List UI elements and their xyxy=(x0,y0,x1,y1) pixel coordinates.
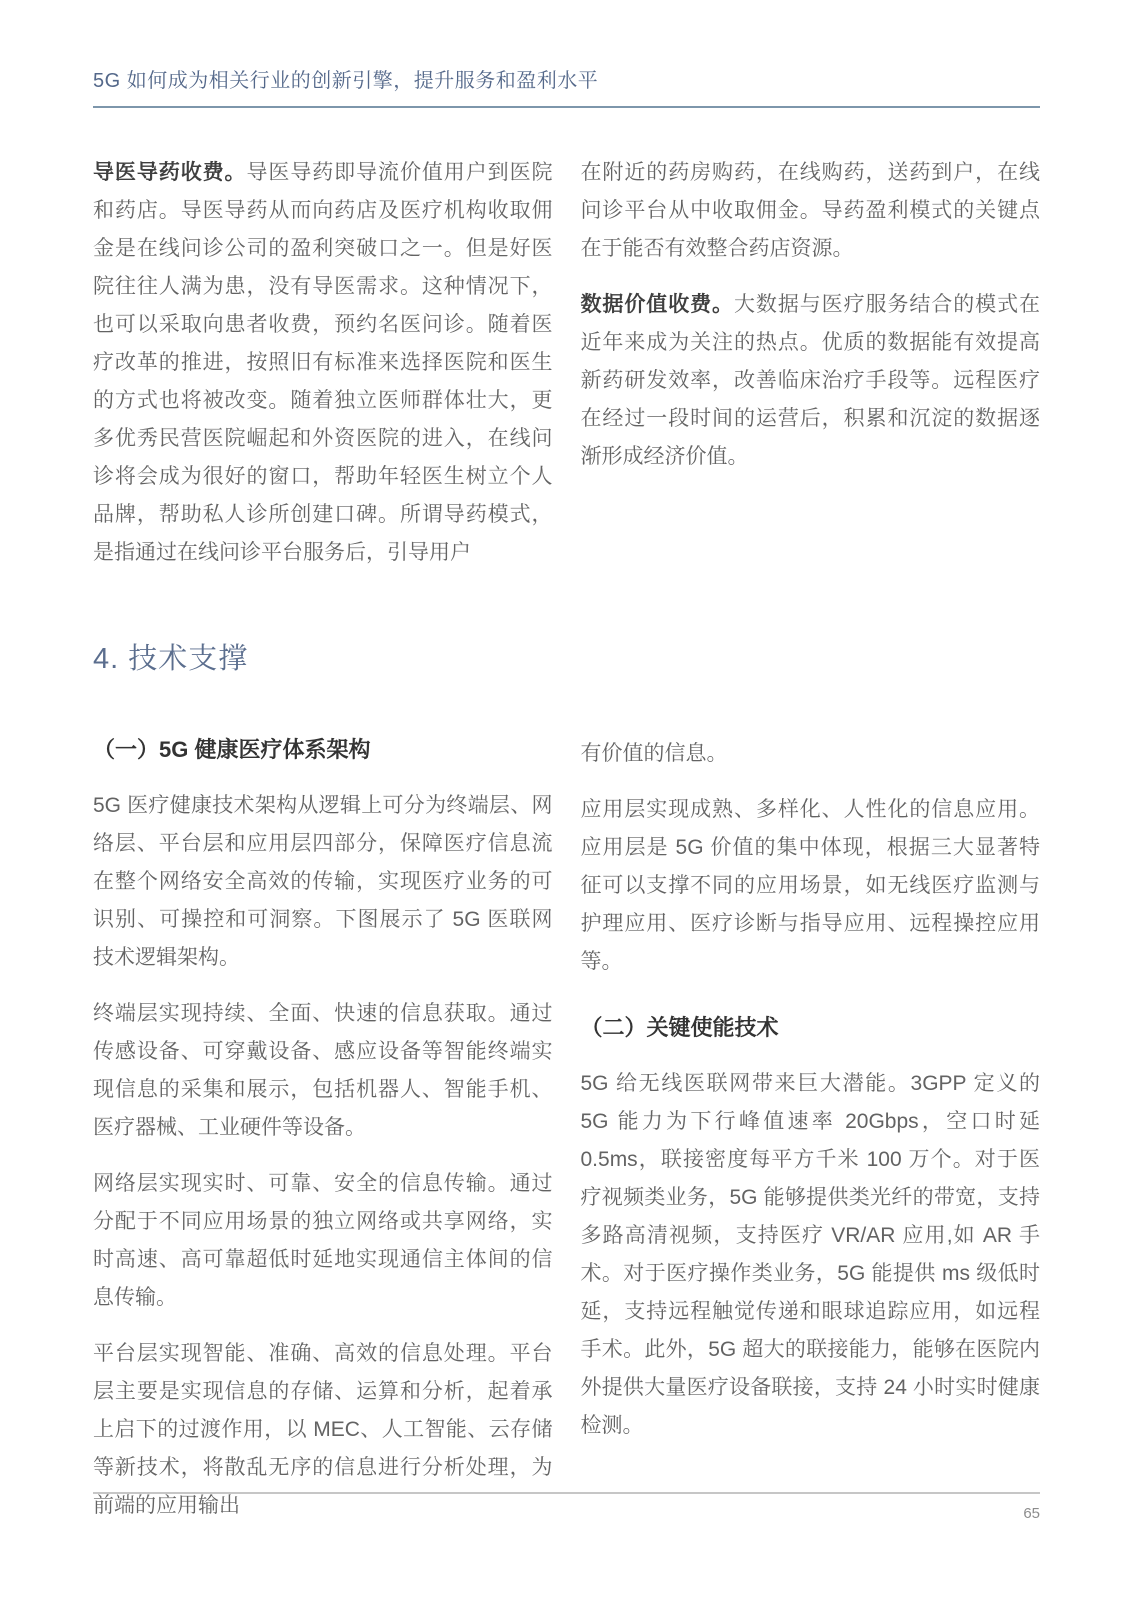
paragraph: 平台层实现智能、准确、高效的信息处理。平台层主要是实现信息的存储、运算和分析，起着承上启下的过渡作用，以 MEC、人工智能、云存储等新技术，将散乱无序的信息进行分析处理，为前端的应用输出 xyxy=(93,1342,553,1517)
header-rule xyxy=(93,106,1040,108)
intro-right-column xyxy=(581,154,1041,572)
paragraph-lead: 数据价值收费。 xyxy=(580,293,734,316)
paragraph: 5G 给无线医联网带来巨大潜能。3GPP 定义的 5G 能力为下行峰值速率 20Gbps，空口时延 0.5ms，联接密度每平方千米 100 万个。对于医疗视频类业务，5G 能够提供类光纤的带宽，支持多路高清视频，支持医疗 VR/AR 应用,如 AR 手术。对于医疗操作类业务，5G 能提供 ms 级低时延，支持远程触觉传递和眼球追踪应用，如远程手术。此外，5G 超大的联接能力，能够在医院内外提供大量医疗设备联接，支持 24 小时实时健康检测。 xyxy=(580,1072,1040,1437)
subsection-heading-enabling-tech: （二）关键使能技术 xyxy=(580,1015,779,1040)
intro-section xyxy=(93,154,1040,572)
paragraph: 5G 医疗健康技术架构从逻辑上可分为终端层、网络层、平台层和应用层四部分，保障医疗信息流在整个网络安全高效的传输，实现医疗业务的可识别、可操控和可洞察。下图展示了 5G 医联网技术逻辑架构。 xyxy=(93,794,553,969)
section4-left-column xyxy=(93,735,553,1525)
footer-rule xyxy=(93,1492,1040,1494)
paragraph xyxy=(93,154,553,572)
intro-left-column xyxy=(93,154,553,572)
section4-columns xyxy=(93,735,1040,1525)
running-header xyxy=(93,68,1040,108)
paragraph: 有价值的信息。 xyxy=(580,742,728,765)
paragraph-body: 导医导药即导流价值用户到医院和药店。导医导药从而向药店及医疗机构收取佣金是在线问诊公司的盈利突破口之一。但是好医院往往人满为患，没有导医需求。这种情况下，也可以采取向患者收费，预约名医问诊。随着医疗改革的推进，按照旧有标准来选择医院和医生的方式也将被改变。随着独立医师群体壮大，更多优秀民营医院崛起和外资医院的进入，在线问诊将会成为很好的窗口，帮助年轻医生树立个人品牌，帮助私人诊所创建口碑。所谓导药模式，是指通过在线问诊平台服务后，引导用户 xyxy=(93,161,553,564)
running-header-title: 5G 如何成为相关行业的创新引擎，提升服务和盈利水平 xyxy=(93,70,599,92)
paragraph: 网络层实现实时、可靠、安全的信息传输。通过分配于不同应用场景的独立网络或共享网络，实时高速、高可靠超低时延地实现通信主体间的信息传输。 xyxy=(93,1172,553,1309)
paragraph: 应用层实现成熟、多样化、人性化的信息应用。应用层是 5G 价值的集中体现，根据三大显著特征可以支撑不同的应用场景，如无线医疗监测与护理应用、医疗诊断与指导应用、远程操控应用等。 xyxy=(580,798,1040,973)
paragraph: 终端层实现持续、全面、快速的信息获取。通过传感设备、可穿戴设备、感应设备等智能终端实现信息的采集和展示，包括机器人、智能手机、医疗器械、工业硬件等设备。 xyxy=(93,1002,553,1139)
paragraph-body: 大数据与医疗服务结合的模式在近年来成为关注的热点。优质的数据能有效提高新药研发效率，改善临床治疗手段等。远程医疗在经过一段时间的运营后，积累和沉淀的数据逐渐形成经济价值。 xyxy=(580,293,1041,468)
subsection-heading-architecture: （一）5G 健康医疗体系架构 xyxy=(93,737,371,762)
section-title: 4. 技术支撑 xyxy=(93,643,249,675)
paragraph: 在附近的药房购药，在线购药，送药到户，在线问诊平台从中收取佣金。导药盈利模式的关键点在于能否有效整合药店资源。 xyxy=(580,161,1040,260)
section4-right-column xyxy=(581,735,1041,1525)
page-footer xyxy=(93,1492,1040,1522)
paragraph-lead: 导医导药收费。 xyxy=(93,161,247,184)
paragraph xyxy=(581,286,1041,476)
page-number: 65 xyxy=(1023,1505,1040,1522)
